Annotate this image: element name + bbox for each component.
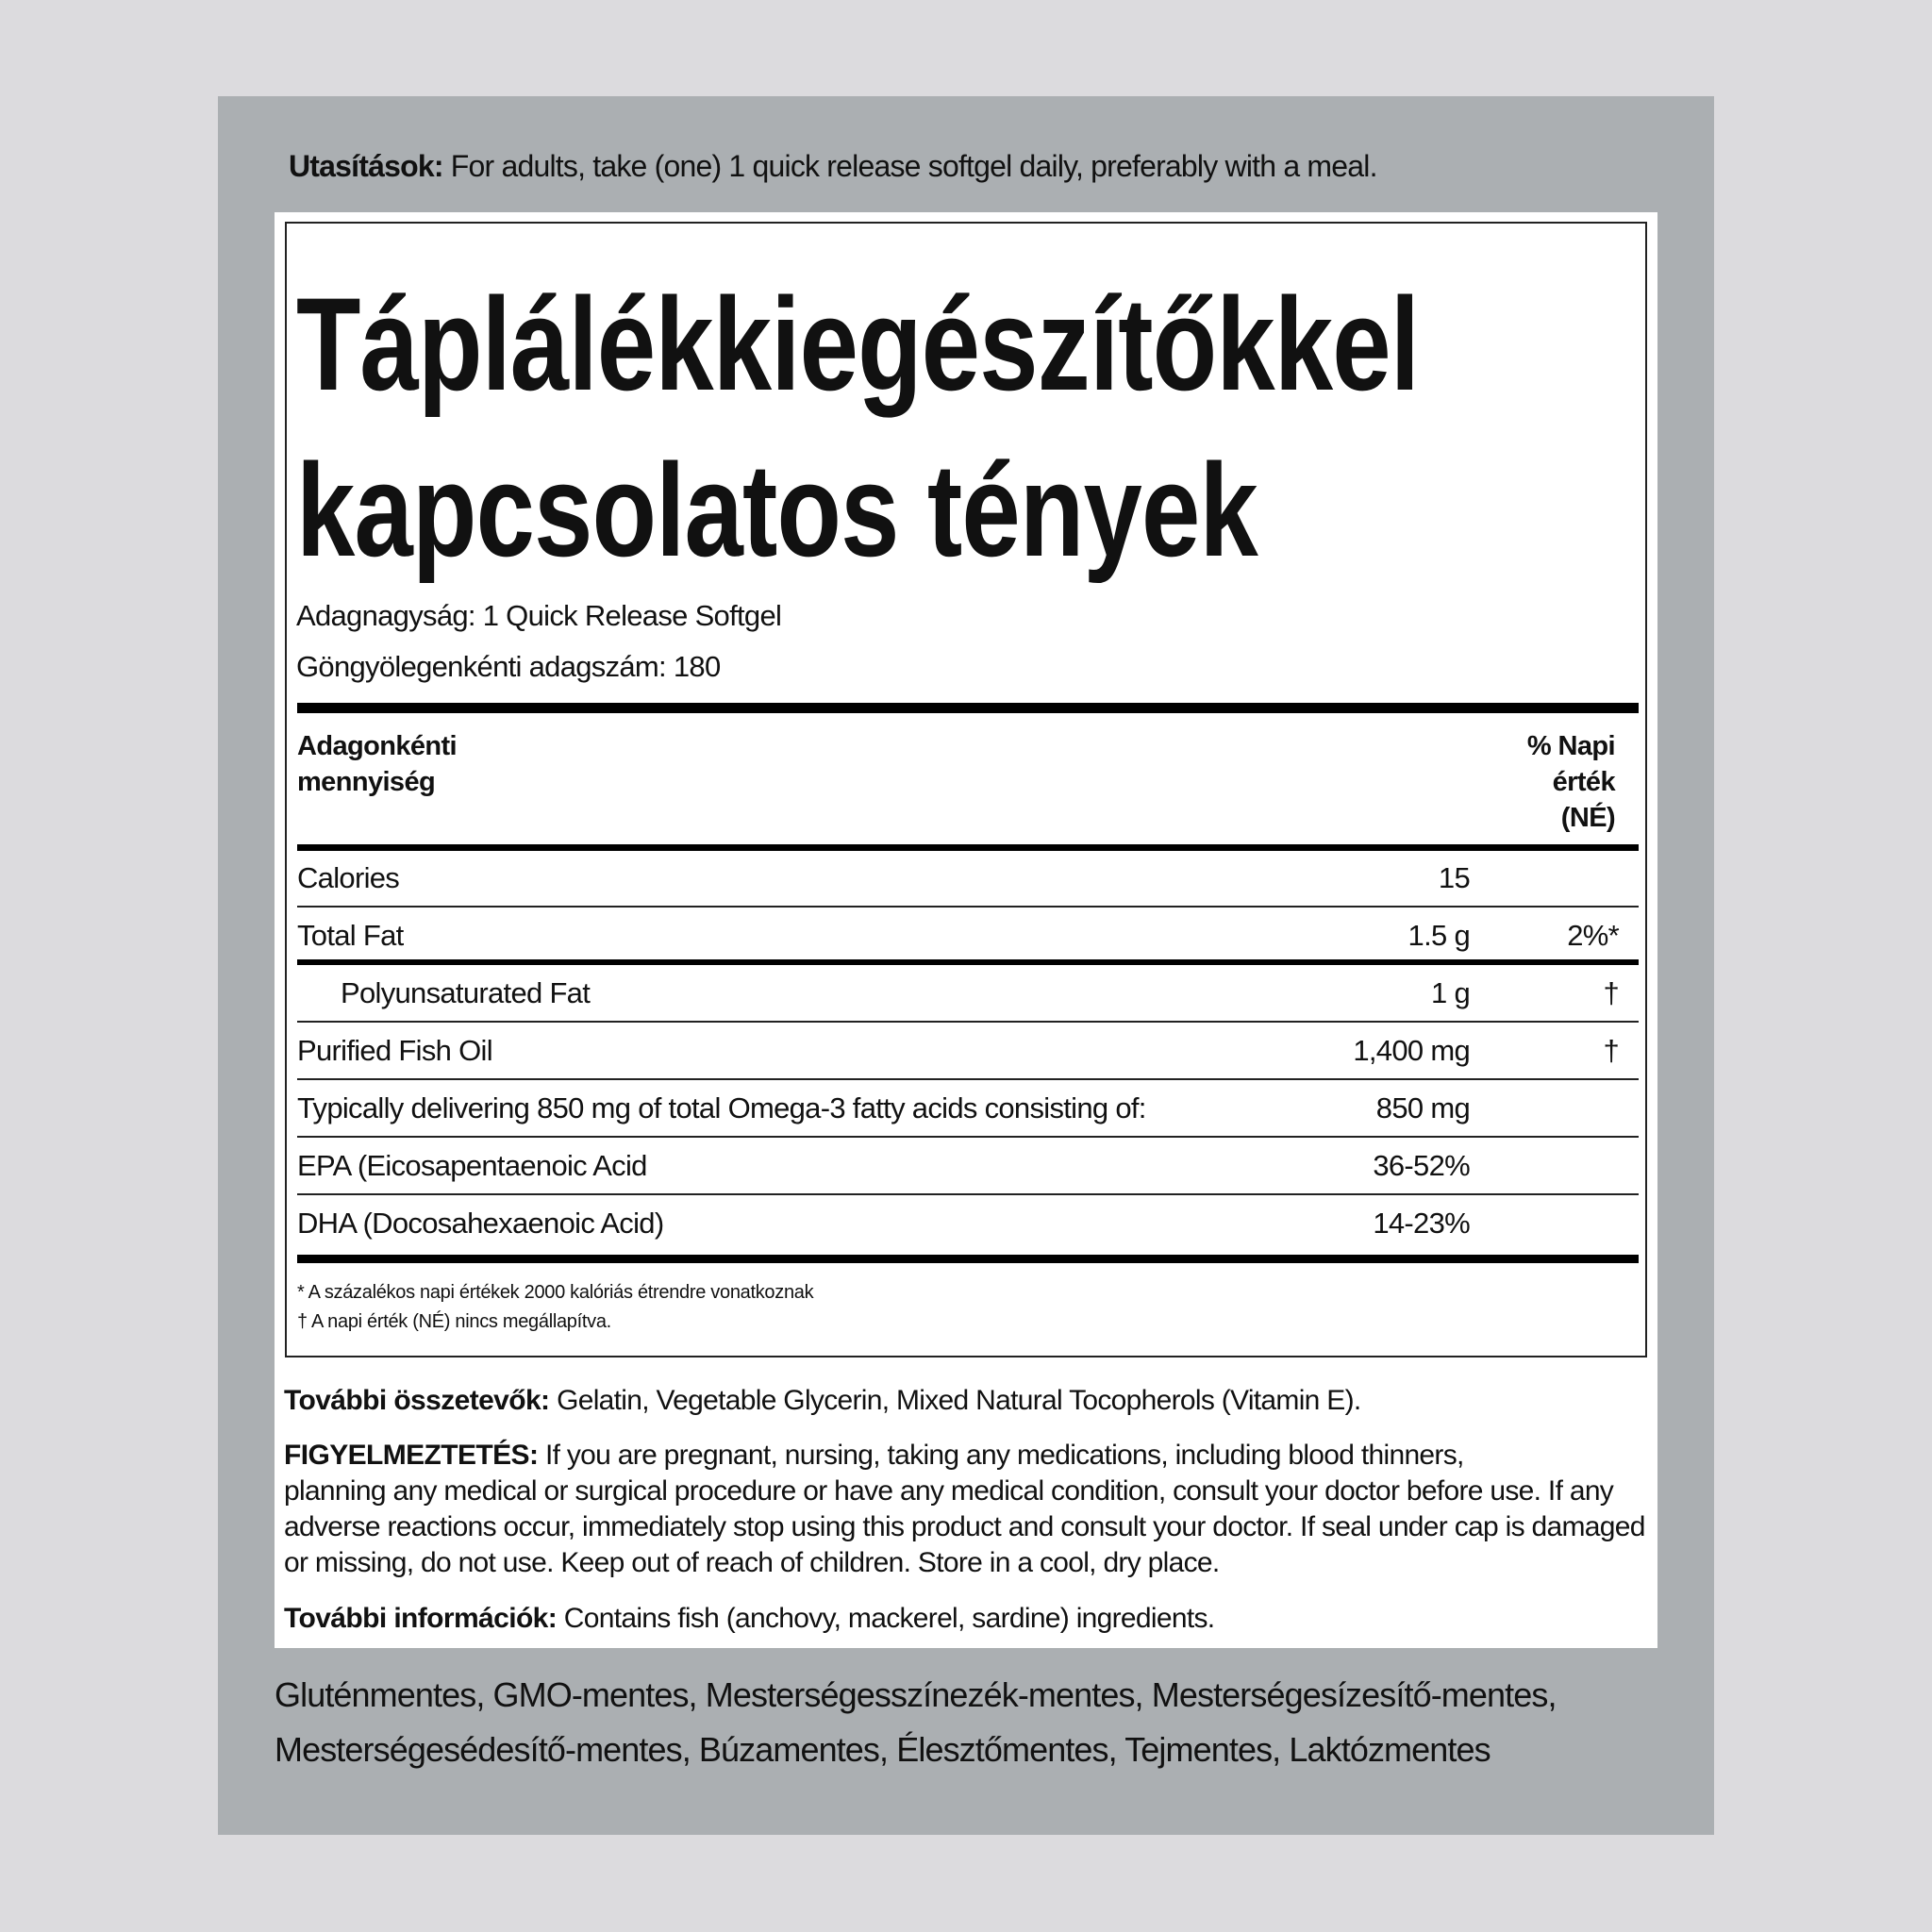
header-amount-line1: Adagonkénti — [297, 731, 458, 761]
nutrient-dv: † — [1603, 976, 1619, 1009]
table-row — [297, 1023, 1639, 1080]
nutrient-name: EPA (Eicosapentaenoic Acid — [297, 1149, 647, 1182]
warning — [284, 1438, 1652, 1581]
other-ingredients-label: További összetevők: — [284, 1385, 550, 1416]
table-row — [297, 965, 1639, 1023]
nutrient-amount: 850 mg — [1375, 1091, 1470, 1124]
other-ingredients — [284, 1383, 1652, 1419]
serving-size: Adagnagyság: 1 Quick Release Softgel — [296, 599, 782, 632]
table-row — [297, 850, 1639, 908]
free-from-claims-line2: Mesterségesédesítő-mentes, Búzamentes, Élesztőmentes, Tejmentes, Laktózmentes — [275, 1730, 1491, 1769]
other-ingredients-text: Gelatin, Vegetable Glycerin, Mixed Natural Tocopherols (Vitamin E). — [549, 1385, 1361, 1416]
more-info — [284, 1601, 1652, 1637]
directions-label: Utasítások: — [289, 149, 443, 183]
nutrient-amount: 14-23% — [1373, 1207, 1470, 1240]
table-row — [297, 1080, 1639, 1138]
divider-thick — [297, 703, 1639, 713]
amount-per-serving-header — [297, 728, 457, 800]
table-row — [297, 908, 1639, 965]
directions-text: For adults, take (one) 1 quick release softgel daily, preferably with a meal. — [442, 149, 1377, 183]
nutrient-amount: 1.5 g — [1407, 919, 1470, 952]
header-dv-line1: % Napi — [1526, 731, 1615, 761]
nutrient-name: Purified Fish Oil — [297, 1034, 492, 1067]
title-line-2: kapcsolatos tények — [296, 436, 1257, 584]
nutrient-amount: 36-52% — [1373, 1149, 1470, 1182]
nutrient-name: DHA (Docosahexaenoic Acid) — [297, 1207, 664, 1240]
warning-text: If you are pregnant, nursing, taking any medications, including blood thinners, — [538, 1440, 1464, 1471]
nutrient-name: Total Fat — [297, 919, 404, 952]
table-row — [297, 1195, 1639, 1253]
more-info-text: Contains fish (anchovy, mackerel, sardine) ingredients. — [557, 1603, 1215, 1634]
more-info-label: További információk: — [284, 1603, 558, 1634]
footnote-daily-value: * A százalékos napi értékek 2000 kalóriás étrendre vonatkoznak — [297, 1282, 814, 1303]
directions — [289, 149, 1377, 184]
nutrient-name: Polyunsaturated Fat — [341, 976, 591, 1009]
free-from-claims-line1: Gluténmentes, GMO-mentes, Mesterségesszínezék-mentes, Mesterségesízesítő-mentes, — [275, 1675, 1557, 1714]
table-row — [297, 1138, 1639, 1195]
header-dv-line3: (NÉ) — [1560, 803, 1615, 833]
nutrient-amount: 1,400 mg — [1353, 1034, 1470, 1067]
nutrient-name: Typically delivering 850 mg of total Omega-3 fatty acids consisting of: — [297, 1091, 1146, 1124]
divider-thick — [297, 1255, 1639, 1263]
servings-per-container: Göngyölegenkénti adagszám: 180 — [296, 650, 721, 683]
nutrient-name: Calories — [297, 861, 400, 894]
daily-value-header — [1527, 728, 1615, 836]
header-dv-line2: érték — [1552, 767, 1615, 797]
supplement-facts-box — [285, 222, 1647, 1357]
nutrient-amount: 15 — [1438, 861, 1470, 894]
warning-label: FIGYELMEZTETÉS: — [284, 1440, 539, 1471]
nutrient-table — [297, 850, 1639, 1253]
warning-text-continued: planning any medical or surgical procedure or have any medical condition, consult your doctor before use. If any adverse reactions occur, immediately stop using this product and consult your doctor. If seal under cap is damaged or missing, do not use. Keep out of reach of children. Store in a cool, dry place. — [284, 1475, 1645, 1578]
nutrient-amount: 1 g — [1431, 976, 1470, 1009]
footnote-not-established: † A napi érték (NÉ) nincs megállapítva. — [297, 1311, 611, 1332]
header-amount-line2: mennyiség — [297, 767, 436, 797]
title-line-1: Táplálékkiegészítőkkel — [296, 270, 1420, 418]
nutrient-dv: 2%* — [1567, 919, 1619, 952]
supplement-facts-title — [296, 261, 1419, 593]
nutrient-dv: † — [1603, 1034, 1619, 1067]
